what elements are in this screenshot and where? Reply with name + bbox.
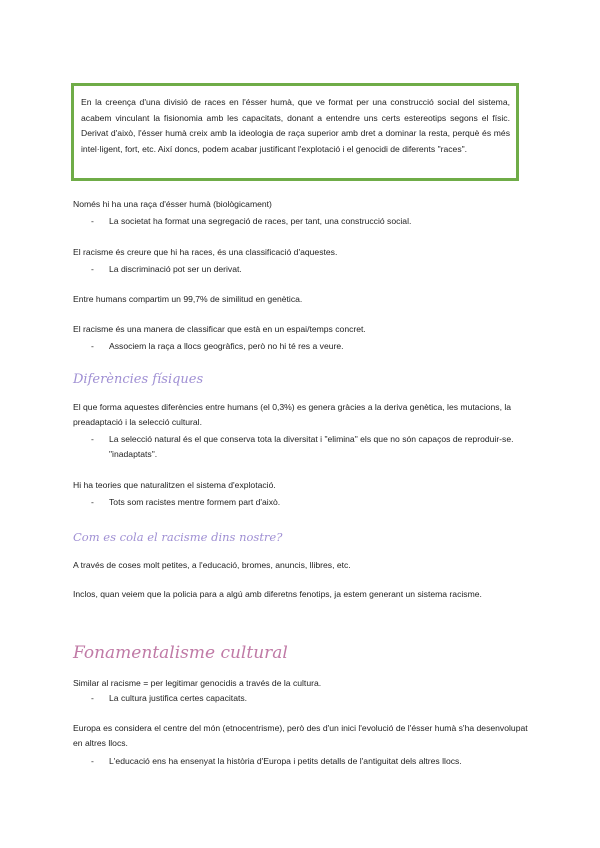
bullet-text: La selecció natural és el que conserva tota la diversitat i "elimina" els que no són capaços de reproduir-se. "inadaptats". (109, 434, 514, 459)
paragraph: Només hi ha una raça d'ésser humà (biològicament) (73, 199, 272, 209)
bullet-text: La societat ha format una segregació de races, per tant, una construcció social. (109, 216, 412, 226)
bullet-dash: - (91, 434, 94, 444)
paragraph: Entre humans compartim un 99,7% de similitud en genètica. (73, 294, 303, 304)
bullet-dash: - (91, 216, 94, 226)
bullet-dash: - (91, 756, 94, 766)
bullet-text: La cultura justifica certes capacitats. (109, 693, 248, 703)
paragraph: El racisme és una manera de classificar que està en un espai/temps concret. (73, 324, 366, 334)
bullet-text: L'educació ens ha ensenyat la història d'Europa i petits detalls de l'antiguitat dels altres llocs. (109, 756, 462, 766)
bullet-dash: - (91, 264, 94, 274)
intro-text: En la creença d'una divisió de races en l'ésser humà, que ve format per una construcció social del sistema, acabem vinculant la fisionomia amb les capacitats, donant a entendre uns certs estereotips segons el físic. Derivat d'això, l'ésser humà creix amb la ideologia de raça superior amb dret a dominar la resta, perquè és més intel·ligent, fort, etc. Així doncs, podem acabar justificant l'explotació i el genocidi de diferents "races". (81, 97, 510, 154)
bullet-text: Tots som racistes mentre formem part d'això. (109, 497, 281, 507)
section-heading: Fonamentalisme cultural (73, 643, 288, 663)
bullet-text: Associem la raça a llocs geogràfics, però no hi té res a veure. (109, 341, 344, 351)
bullet-dash: - (91, 497, 94, 507)
bullet-dash: - (91, 341, 94, 351)
paragraph: Inclos, quan veiem que la policia para a algú amb diferetns fenotips, ja estem generant un sistema racisme. (73, 589, 482, 599)
bullet-dash: - (91, 693, 94, 703)
paragraph: El racisme és creure que hi ha races, és una classificació d'aquestes. (73, 247, 338, 257)
bullet-text: La discriminació pot ser un derivat. (109, 264, 242, 274)
paragraph: A través de coses molt petites, a l'educació, bromes, anuncis, llibres, etc. (73, 560, 351, 570)
paragraph: El que forma aquestes diferències entre humans (el 0,3%) es genera gràcies a la deriva genètica, les mutacions, la preadaptació i la selecció cultural. (73, 402, 512, 427)
paragraph: Europa es considera el centre del món (etnocentrisme), però des d'un inici l'evolució de l'ésser humà s'ha desenvolupat en altres llocs. (73, 723, 528, 748)
intro-box (71, 83, 519, 181)
section-heading: Com es cola el racisme dins nostre? (73, 530, 283, 544)
paragraph: Similar al racisme = per legitimar genocidis a través de la cultura. (73, 678, 322, 688)
section-heading: Diferències físiques (73, 372, 204, 387)
paragraph: Hi ha teories que naturalitzen el sistema d'explotació. (73, 480, 276, 490)
